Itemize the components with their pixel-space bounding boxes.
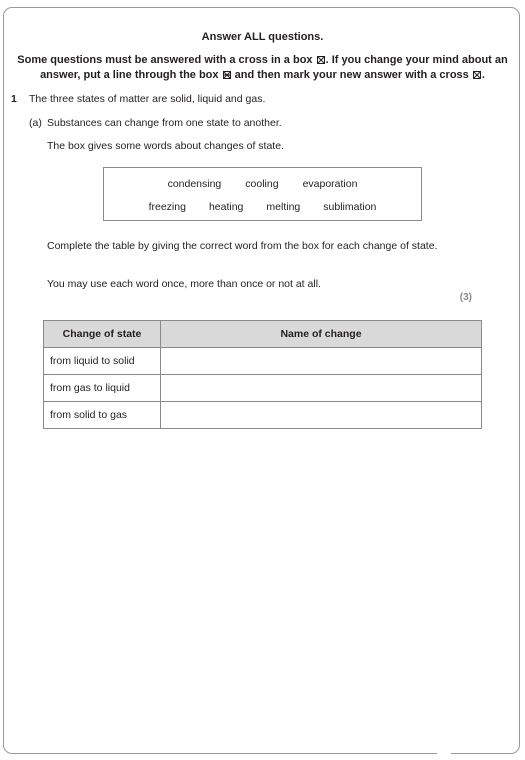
table-instruction: Complete the table by giving the correct word from the box for each change of state.: [47, 240, 438, 252]
question-stem: The three states of matter are solid, liquid and gas.: [29, 93, 266, 105]
table-header-row: [44, 321, 482, 348]
instructions-text-1: Some questions must be answered with a cross in a box: [17, 54, 313, 66]
word-option: heating: [208, 201, 244, 213]
question-number: 1: [11, 93, 17, 105]
part-stem: Substances can change from one state to another.: [47, 117, 282, 129]
page-border-gap: [437, 751, 451, 756]
column-header-change-of-state: Change of state: [44, 321, 161, 348]
word-option: cooling: [245, 178, 279, 190]
word-option: condensing: [167, 178, 222, 190]
answer-cell[interactable]: [161, 348, 482, 375]
crossed-box-icon-2: [473, 71, 481, 79]
instructions-text-2: . If you change your mind about an answer, put a line through the box: [40, 54, 508, 81]
marks-label: (3): [459, 292, 472, 303]
crossed-box-icon: [317, 56, 325, 64]
word-box-intro: The box gives some words about changes of state.: [47, 140, 284, 152]
answer-table: [43, 320, 482, 429]
section-heading: Answer ALL questions.: [201, 31, 324, 43]
word-option: evaporation: [302, 178, 358, 190]
table-row: [44, 375, 482, 402]
instructions-text-4: .: [481, 69, 485, 81]
cross-box-instructions: [14, 53, 511, 83]
answer-cell[interactable]: [161, 402, 482, 429]
word-option: melting: [266, 201, 301, 213]
word-row-2: [104, 201, 421, 213]
change-of-state-cell: from solid to gas: [44, 402, 161, 429]
part-label: (a): [29, 117, 42, 129]
answer-cell[interactable]: [161, 375, 482, 402]
change-of-state-cell: from gas to liquid: [44, 375, 161, 402]
word-box: [103, 167, 422, 221]
word-option: freezing: [148, 201, 186, 213]
word-option: sublimation: [323, 201, 377, 213]
word-row-1: [104, 178, 421, 190]
table-row: [44, 402, 482, 429]
table-row: [44, 348, 482, 375]
change-of-state-cell: from liquid to solid: [44, 348, 161, 375]
instructions-text-3: and then mark your new answer with a cross: [234, 69, 469, 81]
usage-note: You may use each word once, more than once or not at all.: [47, 278, 321, 290]
struck-crossed-box-icon: [223, 71, 231, 79]
column-header-name-of-change: Name of change: [161, 321, 482, 348]
